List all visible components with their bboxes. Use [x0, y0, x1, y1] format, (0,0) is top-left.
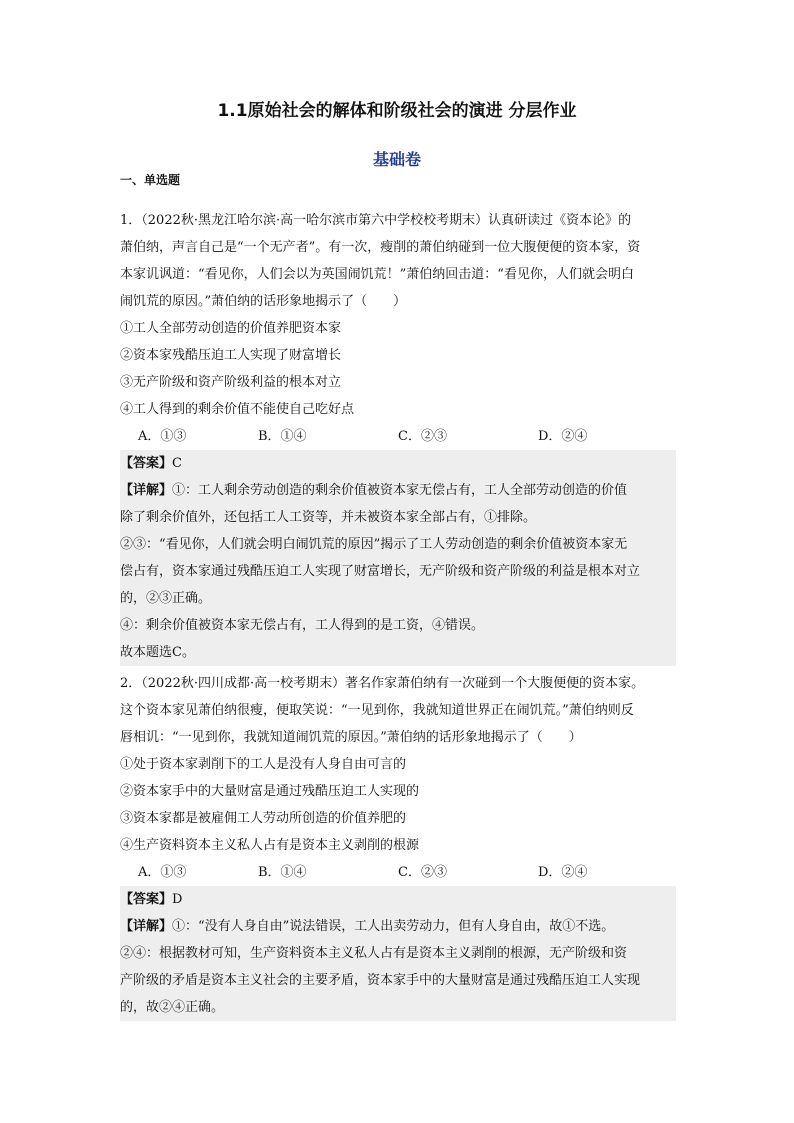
analysis-line: ②④：根据教材可知，生产资料资本主义私人占有是资本主义剥削的根源，无产阶级和资	[120, 946, 628, 961]
question-stem-line: 1．（2022秋·黑龙江哈尔滨·高一哈尔滨市第六中学校校考期末）认真研读过《资本论》的	[120, 213, 632, 228]
question-stem-line: 2．（2022秋·四川成都·高一校考期末）著名作家萧伯纳有一次碰到一个大腹便便的资本家。	[120, 676, 645, 691]
analysis-text: ①：工人剩余劳动创造的剩余价值被资本家无偿占有，工人全部劳动创造的价值	[172, 483, 628, 498]
answer-block	[120, 450, 676, 666]
analysis-text: ①：“没有人身自由”说法错误，工人出卖劳动力，但有人身自由，故①不选。	[172, 919, 615, 934]
answer-label: 【答案】	[120, 456, 173, 471]
analysis-line: 偿占有，资本家通过残酷压迫工人实现了财富增长，无产阶级和资产阶级的利益是根本对立	[120, 564, 641, 579]
choice-item: ②资本家手中的大量财富是通过残酷压迫工人实现的	[120, 784, 420, 799]
answer-block	[120, 886, 676, 1021]
option-c: C．②③	[398, 429, 447, 444]
section-heading: 一、单选题	[120, 173, 181, 187]
question-2	[120, 670, 680, 1021]
answer-options	[120, 859, 680, 886]
answer-value: C	[172, 456, 182, 471]
analysis-line: 除了剩余价值外，还包括工人工资等，并未被资本家全部占有，①排除。	[120, 510, 537, 525]
choice-item: ①工人全部劳动创造的价值养肥资本家	[120, 321, 342, 336]
answer-line	[120, 886, 676, 913]
option-c: C．②③	[398, 865, 447, 880]
option-a: A．①③	[138, 429, 187, 444]
answer-line	[120, 450, 676, 477]
option-b: B．①④	[258, 429, 307, 444]
analysis-line: 产阶级的矛盾是资本主义社会的主要矛盾，资本家手中的大量财富是通过残酷压迫工人实现	[120, 973, 641, 988]
answer-label: 【答案】	[120, 892, 173, 907]
question-stem-line: 闹饥荒的原因。”萧伯纳的话形象地揭示了（ ）	[120, 294, 407, 309]
option-d: D．②④	[538, 429, 588, 444]
analysis-line	[120, 913, 676, 940]
analysis-label: 【详解】	[120, 919, 173, 934]
choice-item: ①处于资本家剥削下的工人是没有人身自由可言的	[120, 757, 407, 772]
analysis-line: ④：剩余价值被资本家无偿占有，工人得到的是工资，④错误。	[120, 618, 485, 633]
answer-options	[120, 423, 680, 450]
choice-item: ②资本家残酷压迫工人实现了财富增长	[120, 348, 342, 363]
analysis-line	[120, 477, 676, 504]
page-subtitle: 基础卷	[372, 150, 421, 169]
option-b: B．①④	[258, 865, 307, 880]
choice-item: ④生产资料资本主义私人占有是资本主义剥削的根源	[120, 838, 420, 853]
option-d: D．②④	[538, 865, 588, 880]
analysis-line: 故本题选C。	[120, 645, 195, 660]
analysis-line: 的，②③正确。	[120, 591, 212, 606]
analysis-label: 【详解】	[120, 483, 173, 498]
question-stem-line: 萧伯纳，声言自己是“一个无产者”。有一次，瘦削的萧伯纳碰到一位大腹便便的资本家，资	[120, 240, 641, 255]
choice-item: ④工人得到的剩余价值不能使自己吃好点	[120, 402, 355, 417]
page-title: 1.1原始社会的解体和阶级社会的演进 分层作业	[217, 101, 577, 121]
question-1	[120, 207, 680, 666]
choice-item: ③资本家都是被雇佣工人劳动所创造的价值养肥的	[120, 811, 407, 826]
answer-value: D	[172, 892, 183, 907]
option-a: A．①③	[138, 865, 187, 880]
choice-item: ③无产阶级和资产阶级利益的根本对立	[120, 375, 342, 390]
question-stem-line: 本家讥讽道：“看见你，人们会以为英国闹饥荒！”萧伯纳回击道：“看见你，人们就会明白	[120, 267, 634, 282]
question-stem-line: 唇相讥：“一见到你，我就知道闹饥荒的原因。”萧伯纳的话形象地揭示了（ ）	[120, 730, 582, 745]
question-stem-line: 这个资本家见萧伯纳很瘦，便取笑说：“一见到你，我就知道世界正在闹饥荒。”萧伯纳则反	[120, 703, 634, 718]
analysis-line: ②③：“看见你，人们就会明白闹饥荒的原因”揭示了工人劳动创造的剩余价值被资本家无	[120, 537, 628, 552]
analysis-line: 的，故②④正确。	[120, 1000, 225, 1015]
